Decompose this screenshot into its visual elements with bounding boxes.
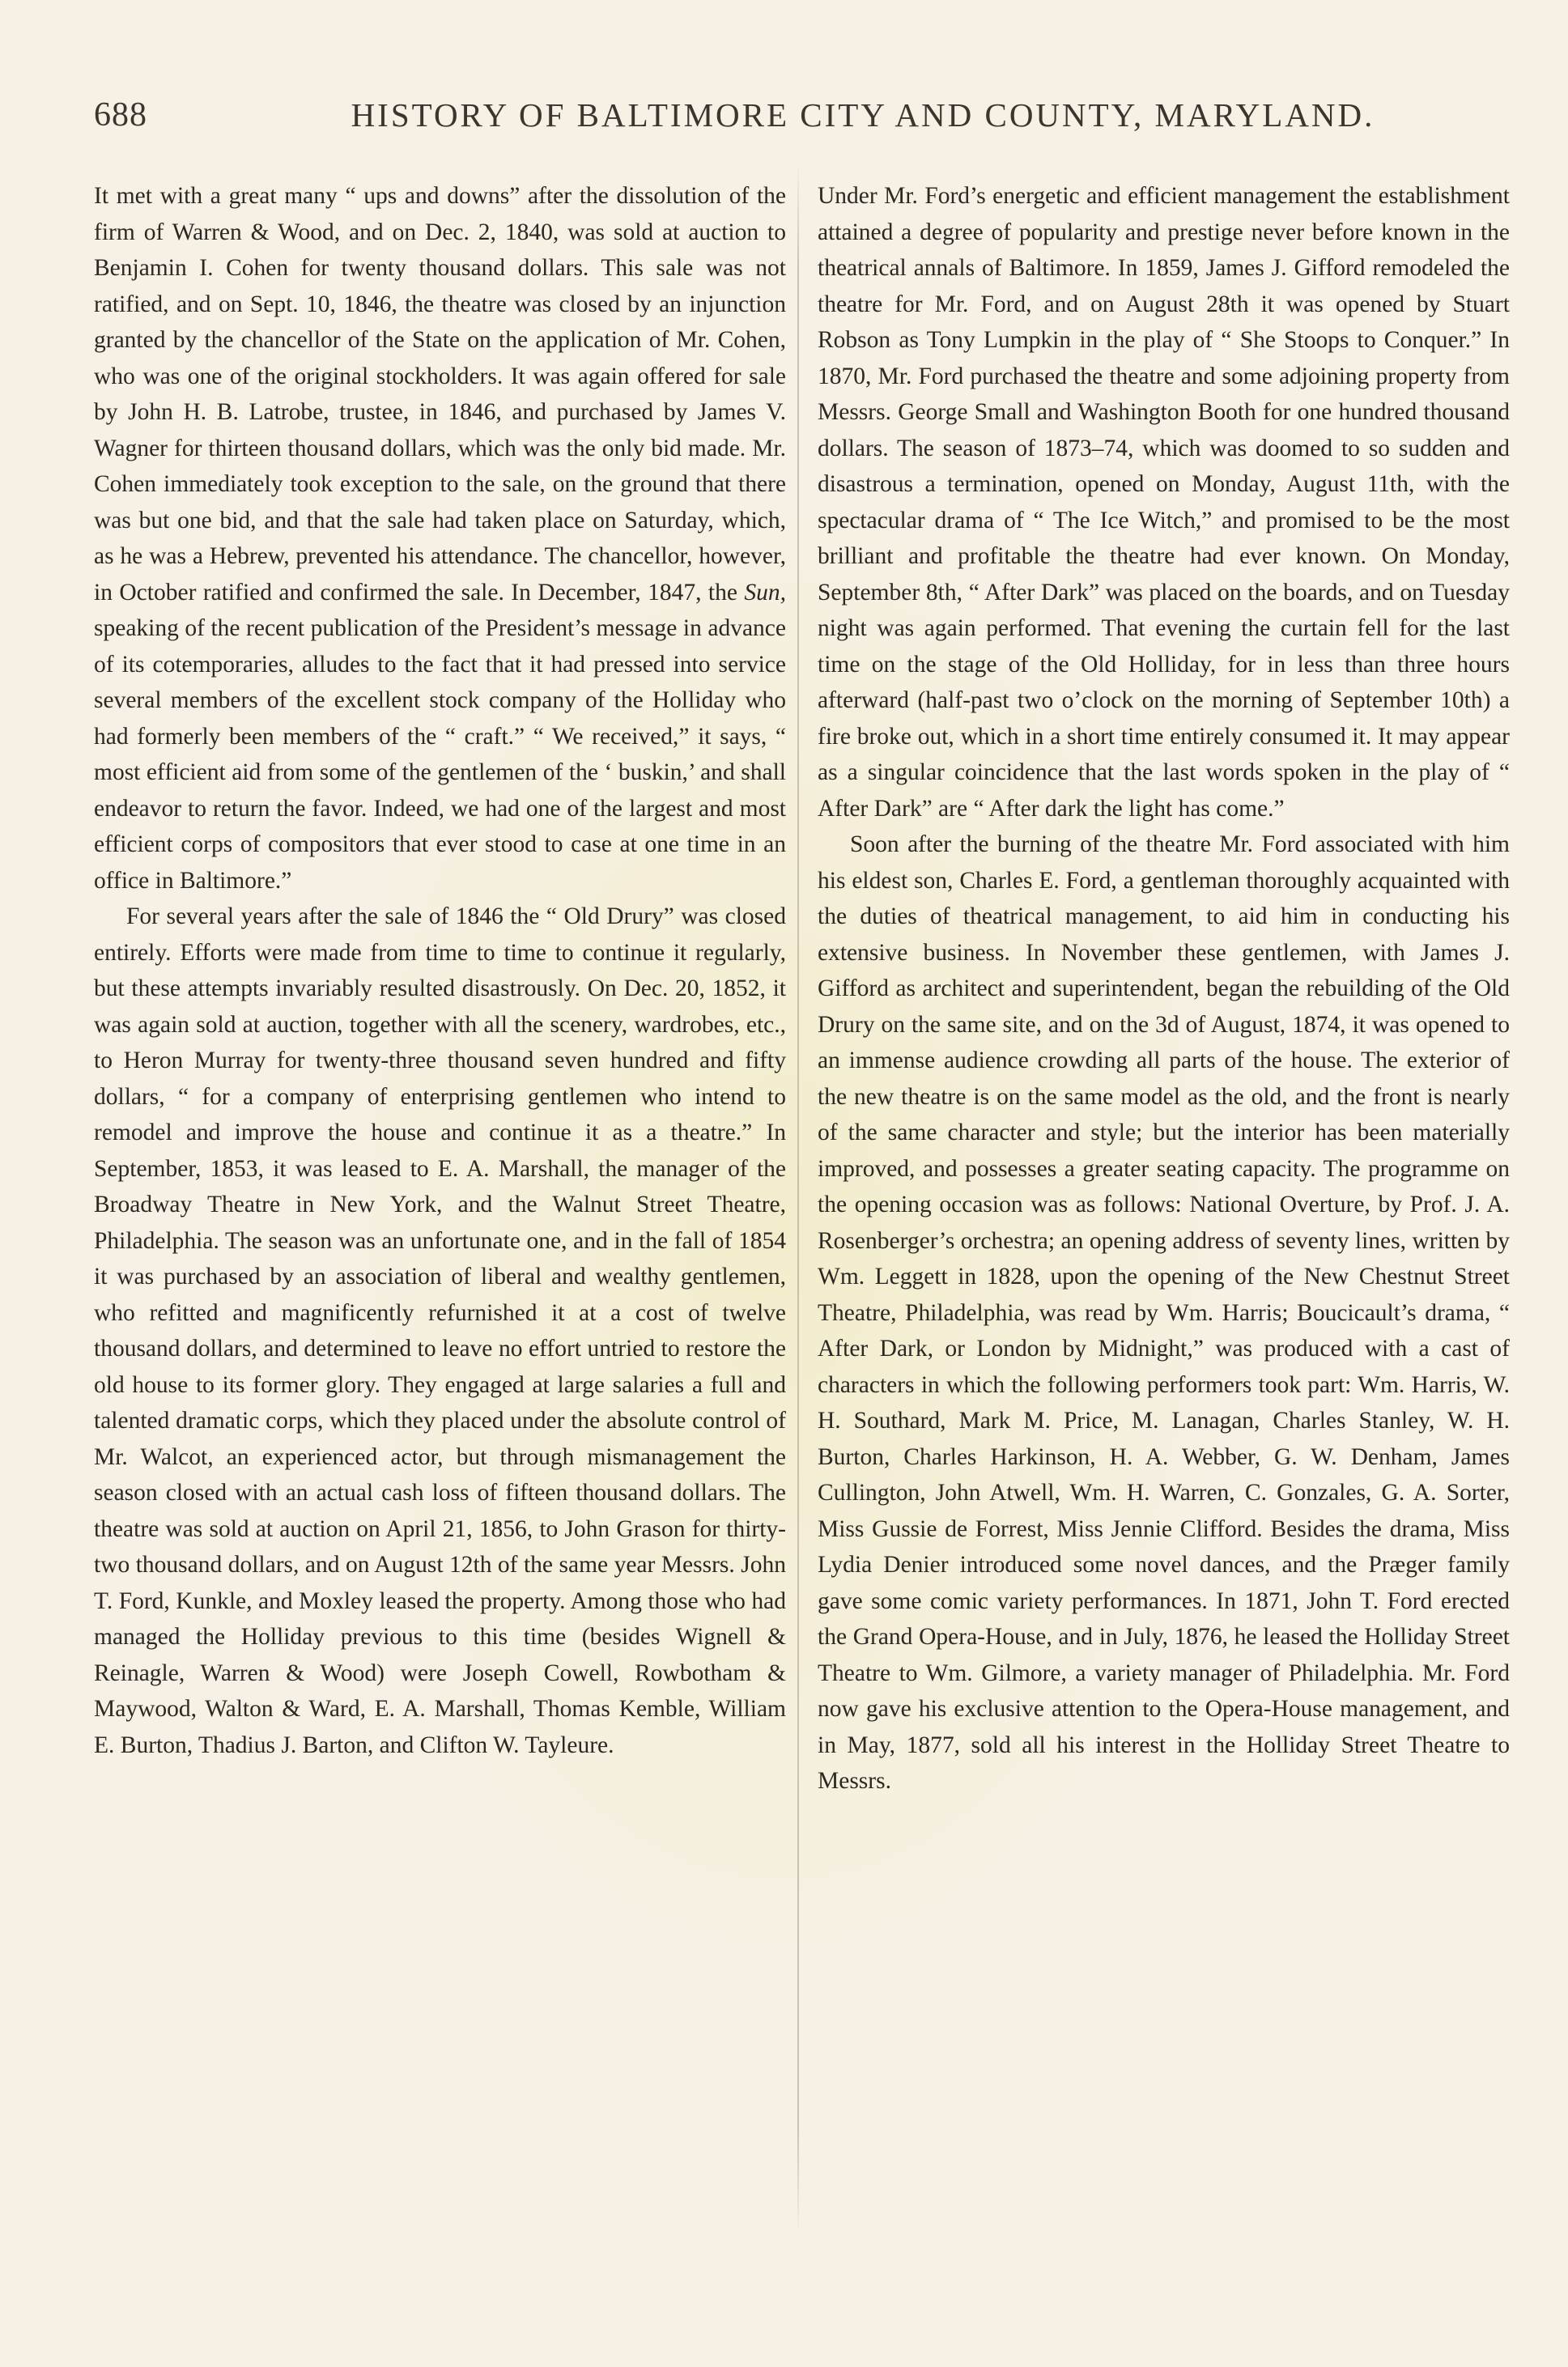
- right-paragraph-1: Under Mr. Ford’s energetic and efficient management the establishment attained a degree of popularity and prestige never before known in the theatrical annals of Baltimore. In 1859, James J. Gifford remodeled the theatre for Mr. Ford, and on August 28th it was opened by Stuart Robson as Tony Lumpkin in the play of “ She Stoops to Conquer.” In 1870, Mr. Ford purchased the theatre and some adjoining property from Messrs. George Small and Washington Booth for one hundred thousand dollars. The season of 1873–74, which was doomed to so sudden and disastrous a termination, opened on Monday, August 11th, with the spectacular drama of “ The Ice Witch,” and promised to be the most brilliant and profitable the theatre had ever known. On Monday, September 8th, “ After Dark” was placed on the boards, and on Tuesday night was again performed. That evening the curtain fell for the last time on the stage of the Old Holliday, for in less than three hours afterward (half-past two o’clock on the morning of September 10th) a fire broke out, which in a short time entirely consumed it. It may appear as a singular coincidence that the last words spoken in the play of “ After Dark” are “ After dark the light has come.”: [818, 183, 1510, 822]
- right-column: [818, 178, 1510, 1800]
- left-paragraph-2: For several years after the sale of 1846 the “ Old Drury” was closed entirely. Efforts were made from time to time to continue it regularly, but these attempts invariably resulted disastrously. On Dec. 20, 1852, it was again sold at auction, together with all the scenery, wardrobes, etc., to Heron Murray for twenty-three thousand seven hundred and fifty dollars, “ for a company of enterprising gentlemen who intend to remodel and improve the house and continue it as a theatre.” In September, 1853, it was leased to E. A. Marshall, the manager of the Broadway Theatre in New York, and the Walnut Street Theatre, Philadelphia. The season was an unfortunate one, and in the fall of 1854 it was purchased by an association of liberal and wealthy gentlemen, who refitted and magnificently refurnished it at a cost of twelve thousand dollars, and determined to leave no effort untried to restore the old house to its former glory. They engaged at large salaries a full and talented dramatic corps, which they placed under the absolute control of Mr. Walcot, an experienced actor, but through mismanagement the season closed with an actual cash loss of fifteen thousand dollars. The theatre was sold at auction on April 21, 1856, to John Grason for thirty-two thousand dollars, and on August 12th of the same year Messrs. John T. Ford, Kunkle, and Moxley leased the property. Among those who had managed the Holliday previous to this time (besides Wignell & Reinagle, Warren & Wood) were Joseph Cowell, Rowbotham & Maywood, Walton & Ward, E. A. Marshall, Thomas Kemble, William E. Burton, Thadius J. Barton, and Clifton W. Tayleure.: [94, 903, 786, 1758]
- left-paragraph-1-text-a: It met with a great many “ ups and downs” after the dissolution of the firm of Warren & Wood, and on Dec. 2, 1840, was sold at auction to Benjamin I. Cohen for twenty thousand dollars. This sale was not ratified, and on Sept. 10, 1846, the theatre was closed by an injunction granted by the chancellor of the State on the application of Mr. Cohen, who was one of the original stockholders. It was again offered for sale by John H. B. Latrobe, trustee, in 1846, and purchased by James V. Wagner for thirteen thousand dollars, which was the only bid made. Mr. Cohen immediately took exception to the sale, on the ground that there was but one bid, and that the sale had taken place on Saturday, which, as he was a Hebrew, prevented his attendance. The chancellor, however, in October ratified and confirmed the sale. In December, 1847, the: [94, 183, 786, 606]
- left-paragraph-1: [94, 178, 786, 899]
- page-number: 688: [94, 96, 147, 134]
- left-paragraph-1-text-b: speaking of the recent publication of the President’s message in advance of its cotemporaries, alludes to the fact that it had pressed into service several members of the excellent stock company of the Holliday who had formerly been members of the “ craft.” “ We received,” it says, “ most efficient aid from some of the gentlemen of the ‘ buskin,’ and shall endeavor to return the favor. Indeed, we had one of the largest and most efficient corps of compositors that ever stood to case at one time in an office in Baltimore.”: [94, 615, 786, 894]
- running-title: HISTORY OF BALTIMORE CITY AND COUNTY, MARYLAND.: [351, 96, 1375, 134]
- right-paragraph-2: Soon after the burning of the theatre Mr. Ford associated with him his eldest son, Charles E. Ford, a gentleman thoroughly acquainted with the duties of theatrical management, to aid him in conducting his extensive business. In November these gentlemen, with James J. Gifford as architect and superintendent, began the rebuilding of the Old Drury on the same site, and on the 3d of August, 1874, it was opened to an immense audience crowding all parts of the house. The exterior of the new theatre is on the same model as the old, and the front is nearly of the same character and style; but the interior has been materially improved, and possesses a greater seating capacity. The programme on the opening occasion was as follows: National Overture, by Prof. J. A. Rosenberger’s orchestra; an opening address of seventy lines, written by Wm. Leggett in 1828, upon the opening of the New Chestnut Street Theatre, Philadelphia, was read by Wm. Harris; Boucicault’s drama, “ After Dark, or London by Midnight,” was produced with a cast of characters in which the following performers took part: Wm. Harris, W. H. Southard, Mark M. Price, M. Lanagan, Charles Stanley, W. H. Burton, Charles Harkinson, H. A. Webber, G. W. Denham, James Cullington, John Atwell, Wm. H. Warren, C. Gonzales, G. A. Sorter, Miss Gussie de Forrest, Miss Jennie Clifford. Besides the drama, Miss Lydia Denier introduced some novel dances, and the Præger family gave some comic variety performances. In 1871, John T. Ford erected the Grand Opera-House, and in July, 1876, he leased the Holliday Street Theatre to Wm. Gilmore, a variety manager of Philadelphia. Mr. Ford now gave his exclusive attention to the Opera-House management, and in May, 1877, sold all his interest in the Holliday Street Theatre to Messrs.: [818, 831, 1510, 1794]
- left-column: [94, 178, 786, 1763]
- newspaper-name-italic: Sun,: [744, 579, 786, 606]
- column-divider: [797, 162, 799, 2234]
- page-header: [94, 96, 1494, 144]
